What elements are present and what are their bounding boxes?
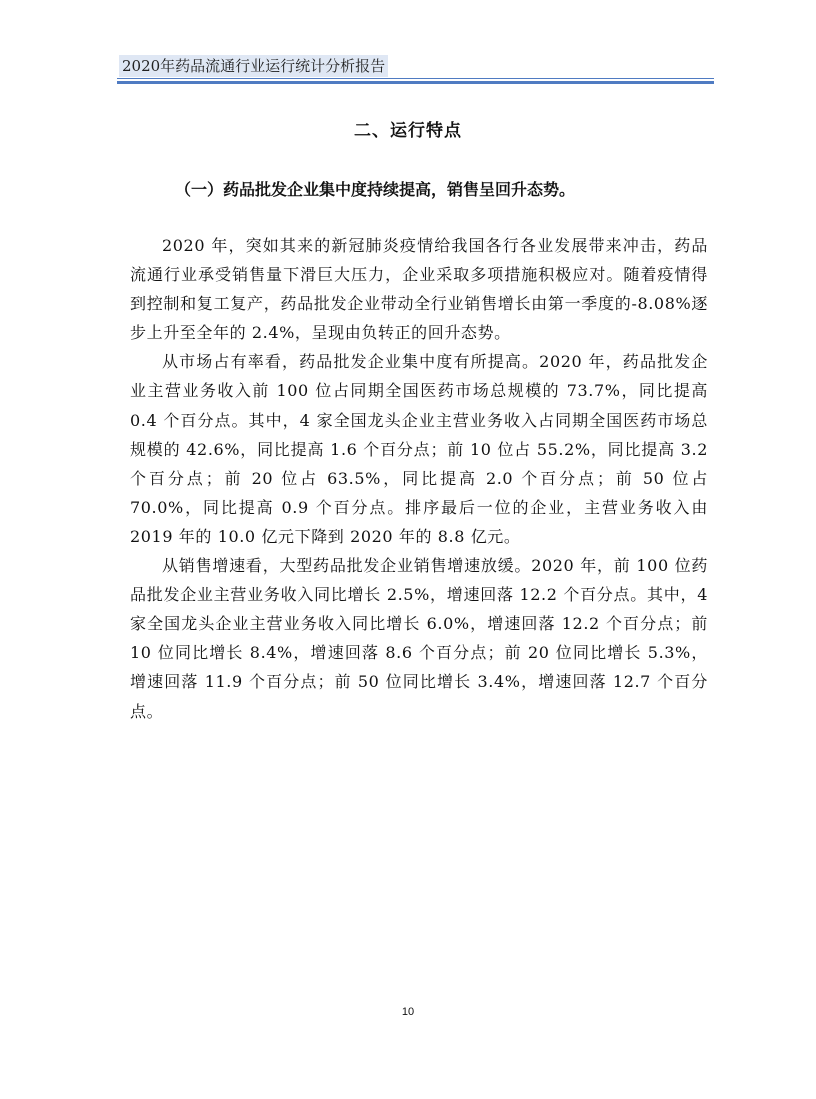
subsection-title: （一）药品批发企业集中度持续提高，销售呈回升态势。 (175, 180, 576, 199)
paragraph-2: 从市场占有率看，药品批发企业集中度有所提高。2020 年，药品批发企业主营业务收入前 100 位占同期全国医药市场总规模的 73.7%，同比提高 0.4 个百分点。其中，4 家全国龙头企业主营业务收入占同期全国医药市场总规模的 42.6%，同比提高 1.6 个百分点；前 10 位占 55.2%，同比提高 3.2 个百分点；前 20 位占 63.5%，同比提高 2.0 个百分点；前 50 位占 70.0%，同比提高 0.9 个百分点。排序最后一位的企业，主营业务收入由 2019 年的 10.0 亿元下降到 2020 年的 8.8 亿元。 (130, 352, 708, 546)
paragraph-1: 2020 年，突如其来的新冠肺炎疫情给我国各行各业发展带来冲击，药品流通行业承受销售量下滑巨大压力，企业采取多项措施积极应对。随着疫情得到控制和复工复产，药品批发企业带动全行业销售增长由第一季度的-8.08%逐步上升至全年的 2.4%，呈现由负转正的回升态势。 (130, 236, 708, 343)
running-header-title: 2020年药品流通行业运行统计分析报告 (119, 55, 388, 77)
body-text (130, 231, 708, 726)
paragraph-3: 从销售增速看，大型药品批发企业销售增速放缓。2020 年，前 100 位药品批发企业主营业务收入同比增长 2.5%，增速回落 12.2 个百分点。其中，4 家全国龙头企业主营业务收入同比增长 6.0%，增速回落 12.2 个百分点；前 10 位同比增长 8.4%，增速回落 8.6 个百分点；前 20 位同比增长 5.3%，增速回落 11.9 个百分点；前 50 位同比增长 3.4%，增速回落 12.7 个百分点。 (130, 556, 708, 721)
section-title: 二、运行特点 (354, 121, 462, 141)
header-rule-thick (117, 81, 714, 84)
page-number: 10 (401, 1006, 415, 1018)
header-rule-thin (117, 78, 714, 79)
